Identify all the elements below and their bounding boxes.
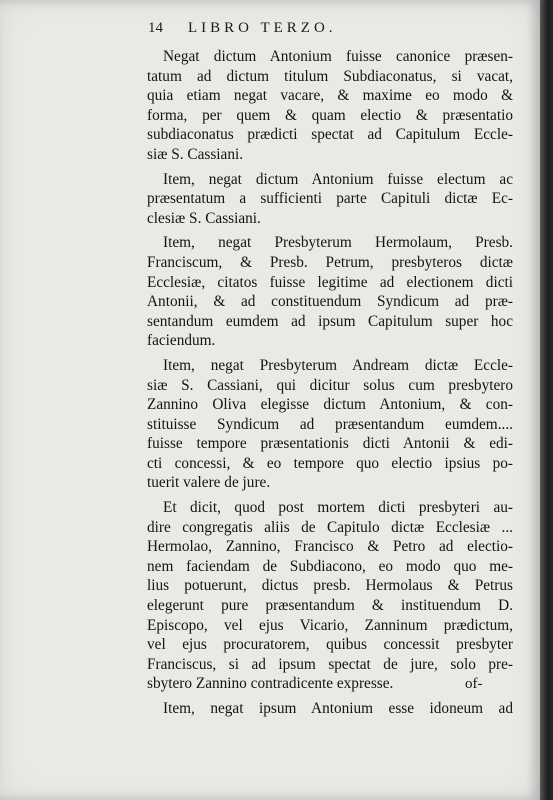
text-line: nem faciendam de Subdiacono, eo modo quo me- (147, 557, 513, 575)
text-line: præsentatum a sufficienti parte Capituli dictæ Ec- (147, 190, 513, 208)
page-number: 14 (148, 20, 163, 36)
paragraph (147, 47, 513, 165)
text-line: lius potuerunt, dictus presb. Hermolaus & Petrus (147, 577, 513, 595)
text-line: forma, per quem & quam electio & præsentatio (147, 106, 513, 124)
text-line: Item, negat ipsum Antonium esse idoneum ad (163, 700, 513, 717)
text-line: Et dicit, quod post mortem dicti presbyteri au- (163, 499, 513, 517)
text-line: elegerunt pure præsentandum & instituendum D. (147, 597, 513, 615)
paragraph (147, 170, 513, 229)
text-line: sentandum eumdem ad ipsum Capitulum super hoc (147, 312, 513, 330)
text-line: Item, negat dictum Antonium fuisse electum ac (163, 170, 513, 188)
body-text (147, 47, 513, 724)
text-line: Zannino Oliva elegisse dictum Antonium, & con- (147, 396, 513, 414)
text-line: tuerit valere de jure. (147, 474, 271, 492)
text-line: Episcopo, vel ejus Vicario, Zanninum prædictum, (147, 616, 513, 634)
text-line: Item, negat Presbyterum Andream dictæ Eccle- (163, 356, 513, 374)
text-line: tatum ad dictum titulum Subdiaconatus, si vacat, (147, 67, 513, 85)
text-line: Antonii, & ad constituendum Syndicum ad præ- (147, 293, 513, 311)
page-header (148, 20, 418, 42)
text-line: Franciscum, & Presb. Petrum, presbyteros dictæ (147, 253, 513, 271)
text-line: quia etiam negat vacare, & maxime eo modo & (147, 87, 513, 105)
text-line: siæ S. Cassiani, qui dicitur solus cum presbytero (147, 376, 513, 394)
book-gutter (540, 0, 553, 800)
text-line: dire congregatis aliis de Capitulo dictæ Ecclesiæ ... (147, 518, 513, 536)
text-line: Negat dictum Antonium fuisse canonice præsen- (163, 48, 513, 65)
text-line: subdiaconatus prædicti spectat ad Capitulum Eccle- (147, 126, 513, 144)
text-line: clesiæ S. Cassiani. (147, 209, 261, 227)
running-title: LIBRO TERZO. (188, 20, 337, 36)
paragraph (147, 356, 513, 493)
text-line: vel ejus procuratorem, quibus concessit presbyter (147, 636, 513, 654)
text-line: cti concessi, & eo tempore quo electio ipsius po- (147, 454, 513, 472)
paragraph (147, 498, 513, 694)
text-line: Item, negat Presbyterum Hermolaum, Presb. (163, 234, 513, 252)
paragraph (147, 233, 513, 351)
text-line: faciendum. (147, 332, 216, 350)
catchword: of- (465, 676, 483, 692)
text-line: Hermolao, Zannino, Francisco & Petro ad electio- (147, 538, 513, 556)
paragraph (147, 699, 513, 719)
text-line: stituisse Syndicum ad præsentandum eumdem.... (147, 415, 513, 433)
text-line: siæ S. Cassiani. (147, 145, 244, 163)
text-line: sbytero Zannino contradicente expresse. (147, 675, 394, 693)
text-line: Franciscus, si ad ipsum spectat de jure, solo pre- (147, 655, 513, 673)
text-line: fuisse tempore præsentationis dicti Antonii & edi- (147, 435, 513, 453)
text-line: Ecclesiæ, citatos fuisse legitime ad electionem dicti (147, 273, 513, 291)
